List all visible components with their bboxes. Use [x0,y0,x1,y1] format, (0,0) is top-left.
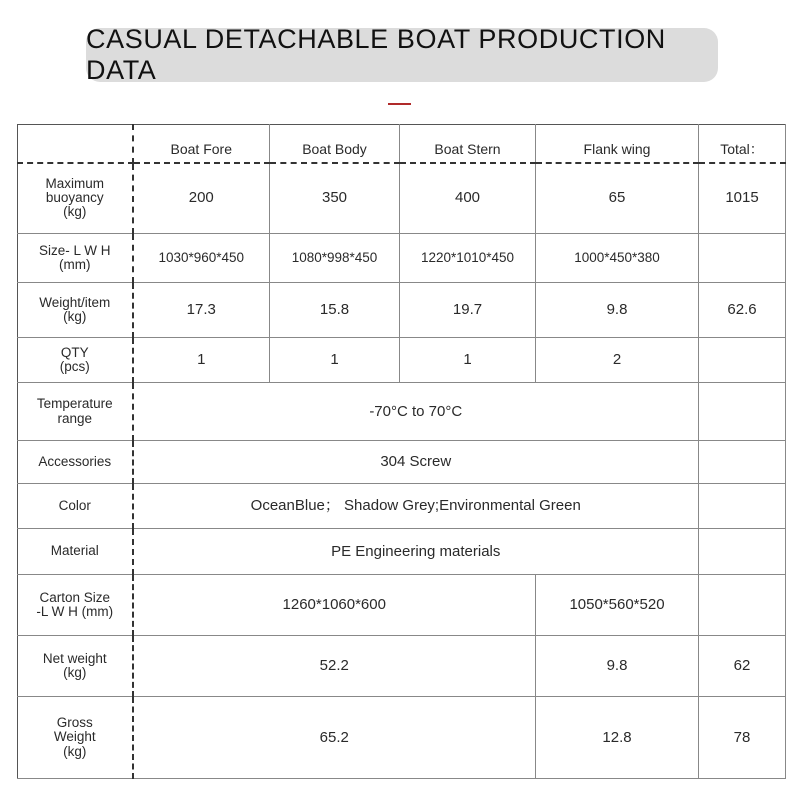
production-data-table [17,124,786,779]
size-fore: 1030*960*450 [133,234,270,283]
label-size: Size- L W H (mm) [18,234,133,283]
row-buoyancy [18,163,786,234]
net-weight-total: 62 [699,636,786,697]
buoyancy-wing: 65 [536,163,699,234]
carton-size-wing: 1050*560*520 [536,575,699,636]
row-qty [18,338,786,383]
label-carton-size: Carton Size -L W H (mm) [18,575,133,636]
header-corner-cell [18,125,133,163]
gross-weight-total: 78 [699,697,786,779]
size-wing: 1000*450*380 [536,234,699,283]
carton-size-main: 1260*1060*600 [133,575,536,636]
row-carton-size [18,575,786,636]
row-gross-weight [18,697,786,779]
qty-fore: 1 [133,338,270,383]
material-total [699,529,786,575]
row-weight [18,283,786,338]
label-temperature: Temperature range [18,383,133,441]
header-boat-body: Boat Body [270,125,400,163]
label-qty: QTY (pcs) [18,338,133,383]
color-total [699,484,786,529]
weight-body: 15.8 [270,283,400,338]
label-material: Material [18,529,133,575]
page-title: CASUAL DETACHABLE BOAT PRODUCTION DATA [86,28,718,82]
gross-weight-wing: 12.8 [536,697,699,779]
buoyancy-stern: 400 [400,163,536,234]
qty-wing: 2 [536,338,699,383]
size-total [699,234,786,283]
label-color: Color [18,484,133,529]
header-flank-wing: Flank wing [536,125,699,163]
buoyancy-fore: 200 [133,163,270,234]
weight-fore: 17.3 [133,283,270,338]
header-total: Total： [699,125,786,163]
net-weight-main: 52.2 [133,636,536,697]
size-stern: 1220*1010*450 [400,234,536,283]
weight-wing: 9.8 [536,283,699,338]
temperature-total [699,383,786,441]
qty-stern: 1 [400,338,536,383]
label-accessories: Accessories [18,441,133,484]
accessories-total [699,441,786,484]
size-body: 1080*998*450 [270,234,400,283]
row-color [18,484,786,529]
gross-weight-main: 65.2 [133,697,536,779]
row-size [18,234,786,283]
buoyancy-total: 1015 [699,163,786,234]
header-boat-fore: Boat Fore [133,125,270,163]
temperature-value: -70°C to 70°C [133,383,699,441]
title-accent-divider [388,103,411,105]
header-boat-stern: Boat Stern [400,125,536,163]
qty-body: 1 [270,338,400,383]
qty-total [699,338,786,383]
label-weight: Weight/item (kg) [18,283,133,338]
weight-stern: 19.7 [400,283,536,338]
row-accessories [18,441,786,484]
row-material [18,529,786,575]
weight-total: 62.6 [699,283,786,338]
accessories-value: 304 Screw [133,441,699,484]
label-gross-weight: Gross Weight (kg) [18,697,133,779]
carton-size-total [699,575,786,636]
buoyancy-body: 350 [270,163,400,234]
label-buoyancy: Maximum buoyancy (kg) [18,163,133,234]
label-net-weight: Net weight (kg) [18,636,133,697]
header-row [18,125,786,163]
row-net-weight [18,636,786,697]
row-temperature [18,383,786,441]
color-value: OceanBlue； Shadow Grey;Environmental Green [133,484,699,529]
net-weight-wing: 9.8 [536,636,699,697]
material-value: PE Engineering materials [133,529,699,575]
